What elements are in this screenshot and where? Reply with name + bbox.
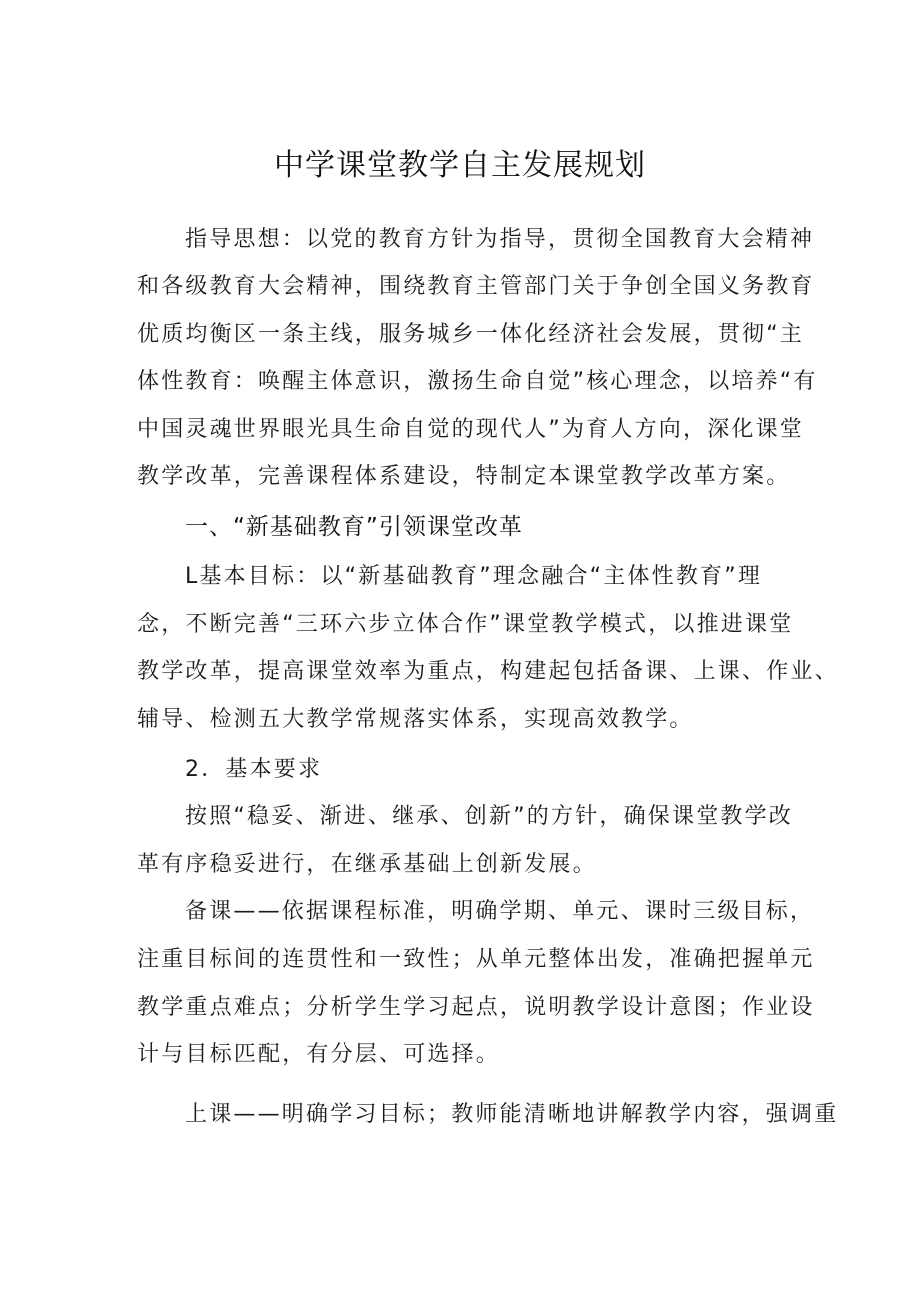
section-heading: 一、“新基础教育”引领课堂改革 xyxy=(185,514,523,540)
paragraph-line: 中国灵魂世界眼光具生命自觉的现代人”为育人方向，深化课堂 xyxy=(137,417,804,442)
paragraph-line: 计与目标匹配，有分层、可选择。 xyxy=(137,1042,501,1067)
paragraph-line: 念，不断完善“三环六步立体合作”课堂教学模式，以推进课堂 xyxy=(137,612,794,637)
paragraph-line: 教学改革，完善课程体系建设，特制定本课堂教学改革方案。 xyxy=(137,464,791,489)
paragraph-line: 注重目标间的连贯性和一致性；从单元整体出发，准确把握单元 xyxy=(137,947,815,972)
paragraph-line: 体性教育：唤醒主体意识，激扬生命自觉”核心理念，以培养“有 xyxy=(137,369,818,394)
paragraph-line: 革有序稳妥进行，在继承基础上创新发展。 xyxy=(137,852,597,877)
document-title: 中学课堂教学自主发展规划 xyxy=(274,148,646,183)
paragraph-line: 教学重点难点；分析学生学习起点，说明教学设计意图；作业设 xyxy=(137,995,815,1020)
paragraph-line: 辅导、检测五大教学常规落实体系，实现高效教学。 xyxy=(137,707,694,732)
paragraph-line: 和各级教育大会精神，围绕教育主管部门关于争创全国义务教育 xyxy=(137,274,815,299)
paragraph-line: L基本目标：以“新基础教育”理念融合“主体性教育”理 xyxy=(185,564,763,589)
paragraph-line: 按照“稳妥、渐进、继承、创新”的方针，确保课堂教学改 xyxy=(185,804,793,829)
paragraph-line: 优质均衡区一条主线，服务城乡一体化经济社会发展，贯彻“主 xyxy=(137,322,804,347)
paragraph-line: 上课——明确学习目标；教师能清晰地讲解教学内容，强调重 xyxy=(185,1102,839,1127)
subheading: 2．基本要求 xyxy=(185,757,323,782)
paragraph-line: 教学改革，提高课堂效率为重点，构建起包括备课、上课、作业、 xyxy=(137,659,839,684)
paragraph-line: 指导思想：以党的教育方针为指导，贯彻全国教育大会精神 xyxy=(185,227,815,252)
paragraph-line: 备课——依据课程标准，明确学期、单元、课时三级目标， xyxy=(185,899,815,924)
